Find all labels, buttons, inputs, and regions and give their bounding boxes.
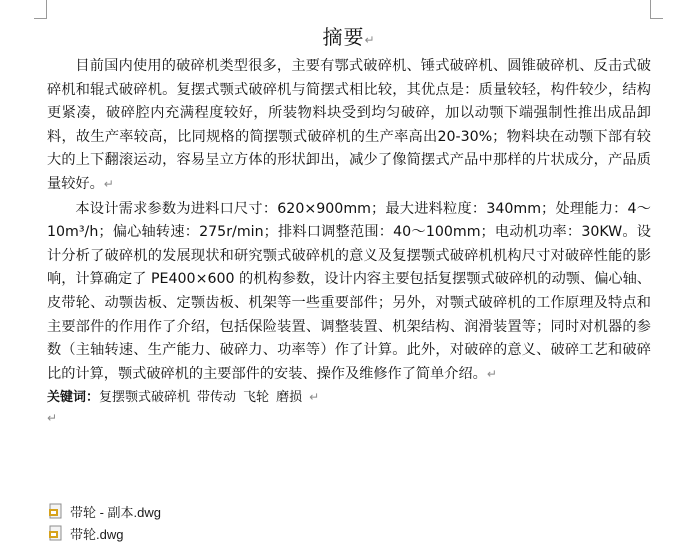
empty-paragraph	[47, 409, 651, 427]
keywords-line	[47, 386, 651, 409]
abstract-paragraph-2	[47, 198, 651, 387]
paragraph-text: 本设计需求参数为进料口尺寸：620×900mm；最大进料粒度：340mm；处理能力：4～10m³/h；偏心轴转速：275r/min；排料口调整范围：40～100mm；电动机功率：30KW。设计分析了破碎机的发展现状和研究颚式破碎机的意义及复摆颚式破碎机机构尺寸对破碎性能的影响，计算确定了 PE400×600 的机构参数，设计内容主要包括复摆颚式破碎机的动颚、偏心轴、皮带轮、动颚齿板、定颚齿板、机架等一些重要部件；另外，对颚式破碎机的工作原理及特点和主要部件的作用作了介绍，包括保险装置、调整装置、机架结构、润滑装置等；同时对机器的参数（主轴转速、生产能力、破碎力、功率等）作了计算。此外，对破碎的意义、破碎工艺和破碎比的计算，颚式破碎机的主要部件的安装、操作及维修作了简单介绍。	[47, 200, 651, 382]
document-page	[47, 22, 651, 427]
title-text: 摘要	[322, 25, 365, 49]
file-item[interactable]	[48, 522, 208, 544]
paragraph-mark: ↵	[486, 366, 497, 381]
file-name: 带轮.dwg	[70, 526, 124, 542]
keyword: 飞轮	[243, 390, 270, 406]
file-list	[48, 500, 208, 544]
page-margin-mark-right	[650, 0, 663, 19]
file-item[interactable]	[48, 500, 208, 522]
paragraph-text: 目前国内使用的破碎机类型很多，主要有鄂式破碎机、锤式破碎机、圆锥破碎机、反击式破碎机和辊式破碎机。复摆式颚式破碎机与简摆式相比较，其优点是：质量较轻，构件较少，结构更紧凑，破碎腔内充满程度较好，所装物料块受到均匀破碎，加以动颚下端强制性推出成品卸料，故生产率较高，比同规格的简摆颚式破碎机的生产率高出20-30%；物料块在动颚下部有较大的上下翻滚运动，容易呈立方体的形状卸出，减少了像简摆式产品中那样的片状成分，产品质量较好。	[47, 58, 651, 192]
paragraph-mark: ↵	[309, 390, 320, 405]
document-title	[47, 22, 651, 55]
file-name: 带轮 - 副本.dwg	[70, 504, 162, 520]
keyword: 复摆颚式破碎机	[99, 390, 191, 406]
page-margin-mark-left	[34, 0, 47, 19]
dwg-file-icon	[48, 525, 64, 541]
paragraph-mark: ↵	[103, 176, 114, 191]
abstract-paragraph-1	[47, 55, 651, 197]
keywords-label: 关键词：	[47, 390, 100, 406]
keyword: 磨损	[276, 390, 303, 406]
keyword: 带传动	[197, 390, 237, 406]
paragraph-mark: ↵	[47, 411, 58, 426]
dwg-file-icon	[48, 503, 64, 519]
paragraph-mark: ↵	[364, 33, 376, 47]
